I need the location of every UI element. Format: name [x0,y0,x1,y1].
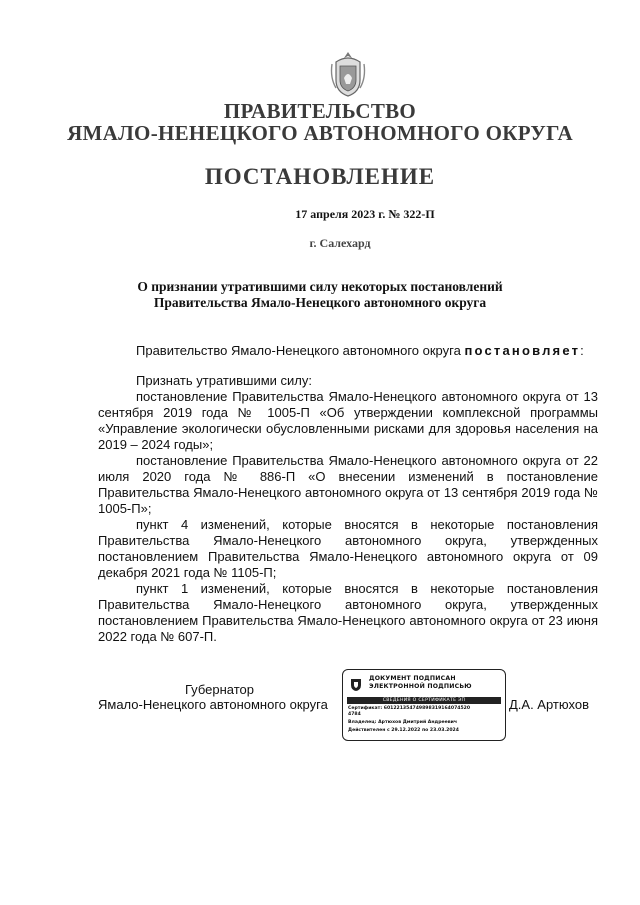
intro-text: Правительство Ямало-Ненецкого автономного округа [136,343,461,358]
document-subject-line2: Правительства Ямало-Ненецкого автономного округа [153,295,487,310]
document-subject-line1: О признании утратившими силу некоторых постановлений [137,279,503,294]
body-paragraph: пункт 4 изменений, которые вносятся в некоторые постановления Правительства Ямало-Ненецкого автономного округа, утвержденных постановлением Правительства Ямало-Ненецкого автономного округа от 09 декабря 2021 года № 1105-П; [98,517,598,580]
signer-name: Д.А. Артюхов [509,697,589,712]
intro-bold-verb: постановляет [464,343,581,358]
stamp-certificate-tail: 4784 [348,712,361,717]
stamp-heading-line2: ЭЛЕКТРОННОЙ ПОДПИСЬЮ [369,683,472,690]
coat-of-arms-emblem [326,50,370,98]
body-paragraph: Признать утратившими силу: [136,373,312,388]
region-title: ЯМАЛО-НЕНЕЦКОГО АВТОНОМНОГО ОКРУГА [67,121,573,145]
intro-paragraph [98,343,598,359]
document-type: ПОСТАНОВЛЕНИЕ [204,164,436,189]
body-paragraph: постановление Правительства Ямало-Ненецкого автономного округа от 13 сентября 2019 года № 1005-П «Об утверждении комплексной программы «Управление экологически обусловленными рисками для здоровья населения на 2019 – 2024 годы»; [98,389,598,452]
document-date-number: 17 апреля 2023 г. № 322-П [295,207,435,221]
intro-colon: : [580,343,584,358]
body-paragraphs [98,373,598,645]
signer-position-line2: Ямало-Ненецкого автономного округа [98,697,328,712]
electronic-signature-stamp [342,669,506,741]
stamp-heading-line1: ДОКУМЕНТ ПОДПИСАН [369,675,456,682]
government-title: ПРАВИТЕЛЬСТВО [223,99,417,123]
stamp-validity: Действителен с 29.12.2022 по 23.03.2024 [348,728,459,733]
stamp-heading [369,675,472,691]
stamp-owner: Владелец: Артюхов Дмитрий Андреевич [348,720,458,725]
stamp-certificate-bar: СВЕДЕНИЯ О СЕРТИФИКАТЕ ЭП [347,697,501,704]
document-city: г. Салехард [309,236,371,250]
signer-position-line1: Губернатор [185,682,254,697]
emblem-icon [348,676,364,692]
body-paragraph: пункт 1 изменений, которые вносятся в некоторые постановления Правительства Ямало-Ненецкого автономного округа, утвержденных постановлением Правительства Ямало-Ненецкого автономного округа от 23 июня 2022 года № 607-П. [98,581,598,644]
body-paragraph: постановление Правительства Ямало-Ненецкого автономного округа от 22 июля 2020 года № 886-П «О внесении изменений в постановление Правительства Ямало-Ненецкого автономного округа от 13 сентября 2019 года № 1005-П»; [98,453,598,516]
stamp-certificate: Сертификат: 601221354749898319164074520 [348,706,471,711]
